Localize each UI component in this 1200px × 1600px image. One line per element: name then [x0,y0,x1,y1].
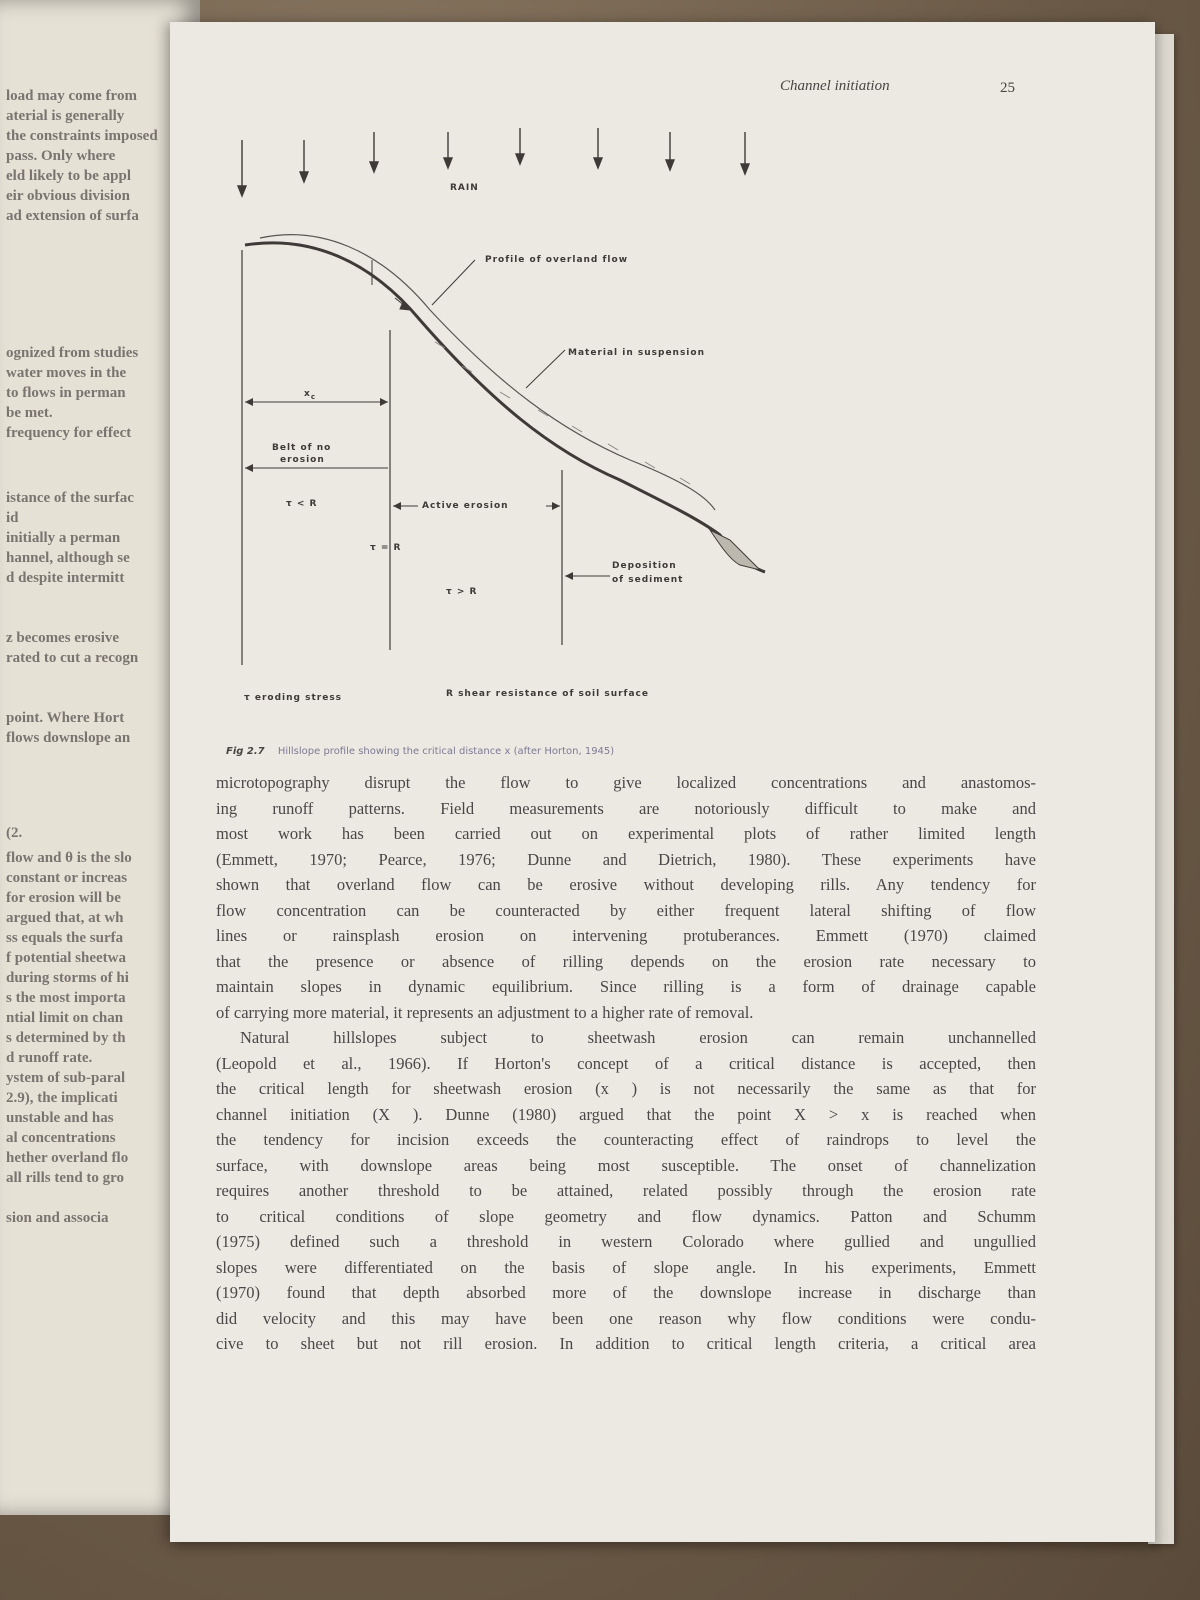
body-text [216,770,1036,1357]
rain-arrow-icon [370,132,378,172]
body-line: channel initiation (X ). Dunne (1980) argued that the point X > x is reached when [216,1104,1036,1124]
left-page-line: ognized from studies [6,345,139,361]
left-page-line: unstable and has [6,1110,114,1126]
rain-arrow-icon [741,132,749,174]
r-legend: R shear resistance of soil surface [446,689,649,699]
figure-drawing [200,110,820,750]
left-page-line: f potential sheetwa [6,950,126,966]
flow-surface [260,235,715,510]
body-line: lines or rainsplash erosion on intervening protuberances. Emmett (1970) claimed [216,926,1036,945]
left-page-line: point. Where Hort [6,710,125,726]
dimension-arrowhead-icon [552,502,560,510]
rain-arrow-icon [444,132,452,168]
left-page-line: the constraints imposed [6,128,158,144]
tau-less-r-label: τ < R [286,499,318,509]
left-page-line: z becomes erosive [6,630,120,646]
deposition-label-2: of sediment [612,575,684,585]
left-page-line: frequency for effect [6,425,132,441]
left-page-line: pass. Only where [6,148,116,164]
left-page-line: rated to cut a recogn [6,650,139,666]
suspension-marks [435,342,690,484]
left-page-line: ss equals the surfa [6,930,124,946]
dimension-arrowhead-icon [393,502,401,510]
tau-greater-r-label: τ > R [446,587,478,597]
profile-label: Profile of overland flow [485,255,629,265]
body-line: did velocity and this may have been one reason why flow conditions were condu- [216,1308,1036,1328]
dimension-arrowhead-icon [565,572,573,580]
rain-arrow-icon [666,132,674,170]
body-line: that the presence or absence of rilling depends on the erosion rate necessary to [216,951,1036,971]
left-page-line: istance of the surfac [6,490,134,506]
figure-caption-text: Hillslope profile showing the critical distance x (after Horton, 1945) [277,746,615,757]
running-head: Channel initiation [780,78,890,94]
left-page-line: ad extension of surfa [6,208,139,224]
left-page-line: for erosion will be [6,890,121,906]
left-page-line: during storms of hi [6,970,129,986]
tau-equal-r-label: τ = R [370,543,402,553]
tau-legend: τ eroding stress [244,693,343,703]
body-line: to critical conditions of slope geometry and flow dynamics. Patton and Schumm [216,1206,1036,1226]
dimension-arrowhead-icon [380,398,388,406]
left-page-line: s determined by th [6,1030,126,1046]
left-page-line: water moves in the [6,365,127,381]
left-page-line: d despite intermitt [6,570,125,586]
rain-arrow-icon [238,140,246,196]
left-page-line: id [6,510,19,526]
body-line: slopes were differentiated on the basis of slope angle. In his experiments, Emmett [216,1257,1036,1277]
body-line: microtopography disrupt the flow to give localized concentrations and anastomos- [216,773,1036,792]
left-page-line: load may come from [6,88,137,104]
left-page-line: ntial limit on chan [6,1010,124,1026]
body-line: of carrying more material, it represents an adjustment to a higher rate of removal. [216,1002,754,1022]
page-number: 25 [1000,80,1015,96]
left-page-line: (2. [6,825,23,841]
body-line: (Emmett, 1970; Pearce, 1976; Dunne and Dietrich, 1980). These experiments have [216,849,1036,869]
rain-arrow-icon [300,140,308,182]
left-page-line: hether overland flo [6,1150,129,1166]
body-line: cive to sheet but not rill erosion. In addition to critical length criteria, a critical area [216,1334,1036,1353]
deposition-label-1: Deposition [612,561,677,571]
deposition-wedge [710,530,760,570]
body-line: most work has been carried out on experimental plots of rather limited length [216,824,1036,843]
suspension-label: Material in suspension [568,348,705,358]
left-page-line: s the most importa [6,990,126,1006]
leader-line [432,260,475,305]
left-page-line: all rills tend to gro [6,1170,125,1186]
left-page-line: eir obvious division [6,188,130,204]
left-page-line: sion and associa [6,1210,109,1226]
body-line: (1975) defined such a threshold in western Colorado where gullied and ungullied [216,1232,1036,1251]
body-line: maintain slopes in dynamic equilibrium. Since rilling is a form of drainage capable [216,977,1036,996]
left-page-line: al concentrations [6,1130,116,1146]
left-page-line: initially a perman [6,530,121,546]
left-page-line: d runoff rate. [6,1050,93,1066]
rain-arrows [238,128,749,196]
belt-label-1: Belt of no [272,443,332,453]
body-line: flow concentration can be counteracted by either frequent lateral shifting of flow [216,900,1036,920]
body-line: the critical length for sheetwash erosion (x ) is not necessarily the same as that for [216,1079,1036,1098]
rain-arrow-icon [516,128,524,164]
body-line: (Leopold et al., 1966). If Horton's concept of a critical distance is accepted, then [216,1053,1036,1073]
body-line: (1970) found that depth absorbed more of the downslope increase in discharge than [216,1283,1036,1302]
body-line: surface, with downslope areas being most susceptible. The onset of channelization [216,1155,1036,1175]
dimension-arrowhead-icon [245,464,253,472]
left-page-line: be met. [6,405,53,421]
figure-caption [226,746,614,757]
left-page-line: argued that, at wh [6,910,124,926]
ground-surface [245,243,765,572]
left-page-line: flow and θ is the slo [6,850,132,866]
left-page-line: constant or increas [6,870,128,886]
dimension-arrowhead-icon [245,398,253,406]
rain-label: RAIN [450,183,479,193]
left-page-line: eld likely to be appl [6,168,132,184]
body-line: shown that overland flow can be erosive without developing rills. Any tendency for [216,875,1036,894]
left-page-line: to flows in perman [6,385,126,401]
body-line: Natural hillslopes subject to sheetwash erosion can remain unchannelled [240,1028,1036,1047]
xc-label: $x_c$ [304,389,316,401]
body-line: the tendency for incision exceeds the counteracting effect of raindrops to level the [216,1130,1036,1149]
active-erosion-label: Active erosion [422,501,509,511]
figure-hillslope-profile [200,110,820,750]
left-page-line: 2.9), the implicati [6,1090,118,1106]
belt-label-2: erosion [280,455,325,465]
left-page-line: hannel, although se [6,550,130,566]
figure-number: Fig 2.7 [226,746,265,757]
body-line: ing runoff patterns. Field measurements are notoriously difficult to make and [216,798,1036,818]
left-page-line: flows downslope an [6,730,131,746]
rain-arrow-icon [594,128,602,168]
left-page-line: aterial is generally [6,108,125,124]
left-page-line: ystem of sub-paral [6,1070,126,1086]
leader-line [526,350,565,388]
body-line: requires another threshold to be attained, related possibly through the erosion rate [216,1181,1036,1200]
